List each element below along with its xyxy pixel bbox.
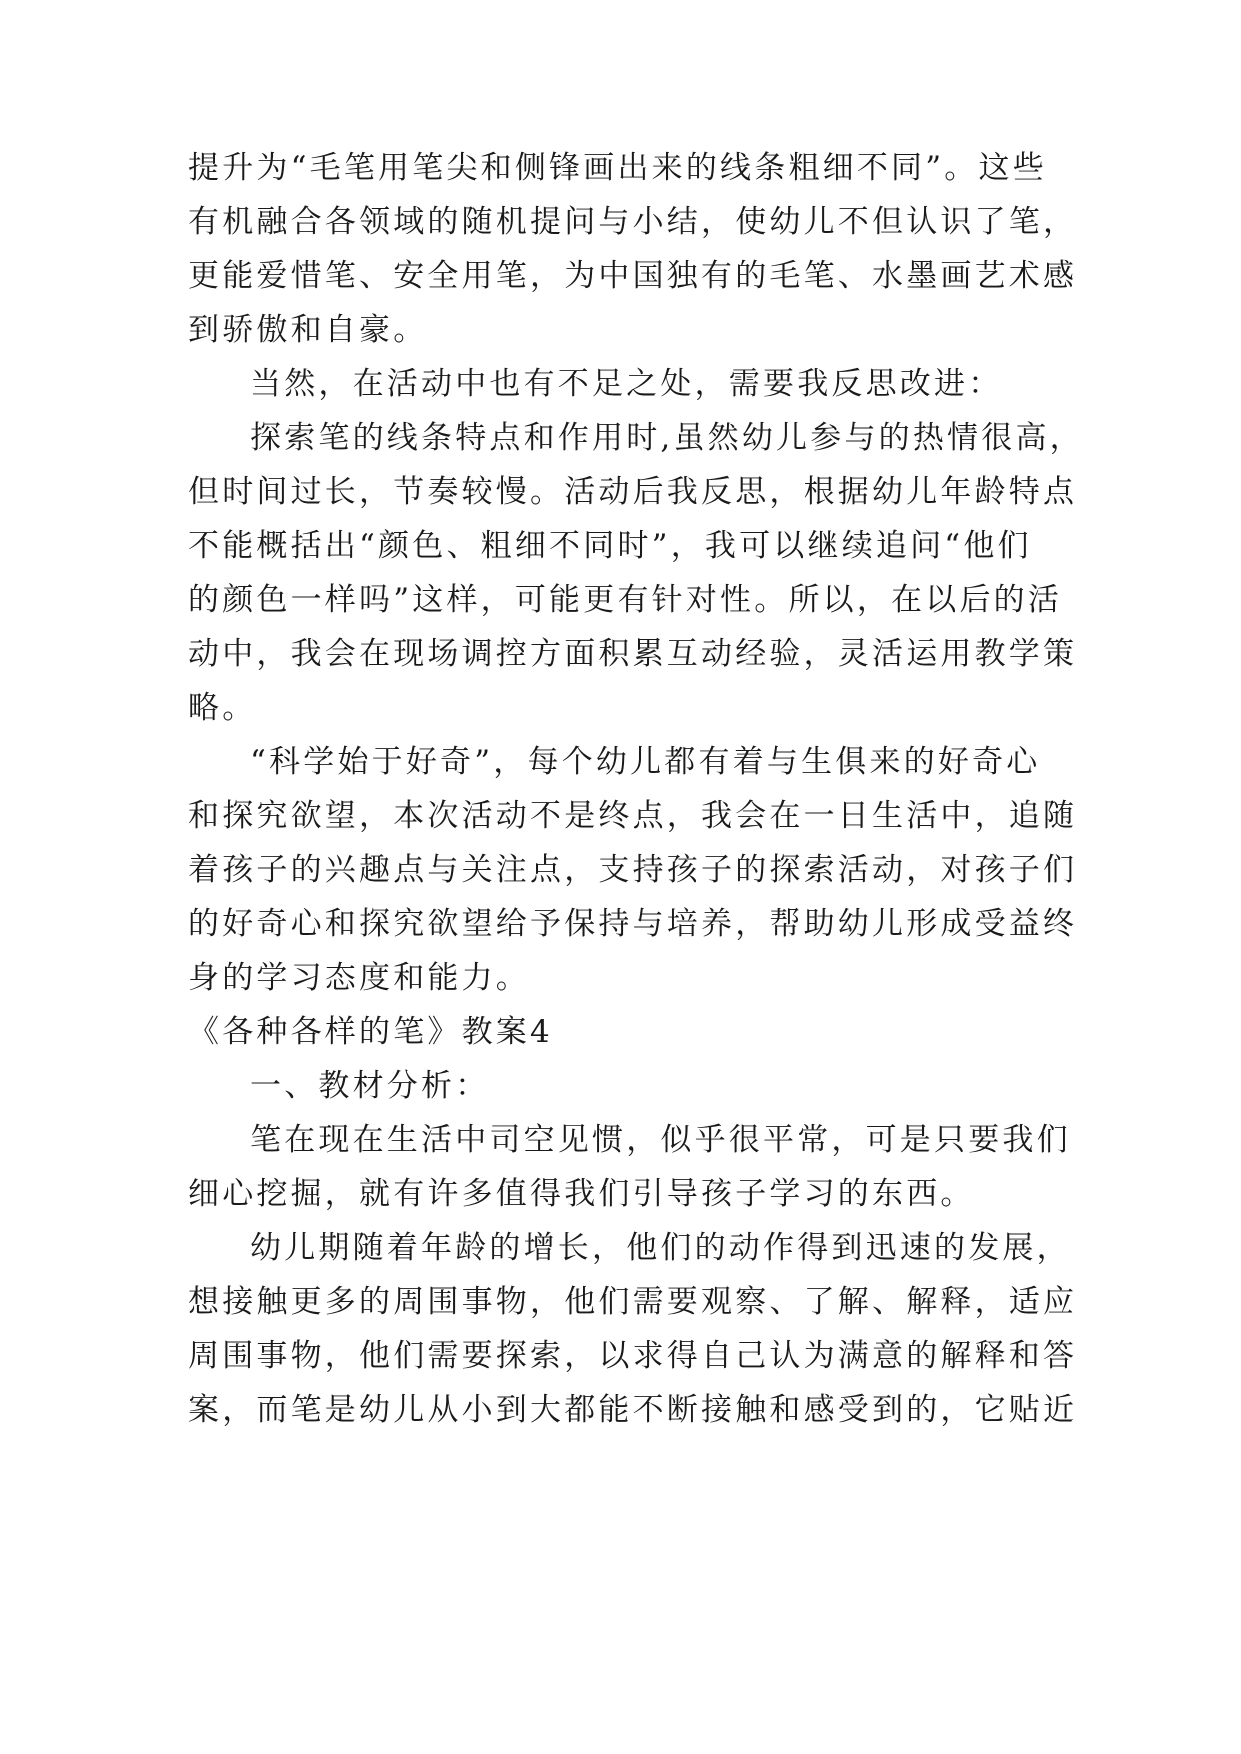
paragraph-line: 提升为“毛笔用笔尖和侧锋画出来的线条粗细不同”。这些 <box>188 150 1047 186</box>
paragraph-line: 周围事物，他们需要探索，以求得自己认为满意的解释和答 <box>188 1338 1078 1374</box>
paragraph-line: 想接触更多的周围事物，他们需要观察、了解、解释，适应 <box>188 1284 1078 1320</box>
section-heading: 《各种各样的笔》教案4 <box>188 1014 553 1050</box>
paragraph-line: 但时间过长，节奏较慢。活动后我反思，根据幼儿年龄特点 <box>188 474 1078 510</box>
paragraph-line: 幼儿期随着年龄的增长，他们的动作得到迅速的发展， <box>250 1230 1071 1266</box>
paragraph-line: 和探究欲望，本次活动不是终点，我会在一日生活中，追随 <box>188 798 1078 834</box>
paragraph-line: 的好奇心和探究欲望给予保持与培养，帮助幼儿形成受益终 <box>188 906 1078 942</box>
paragraph-line: 到骄傲和自豪。 <box>188 312 428 348</box>
paragraph-line: 身的学习态度和能力。 <box>188 960 530 996</box>
paragraph-line: “科学始于好奇”，每个幼儿都有着与生俱来的好奇心 <box>250 744 1041 780</box>
paragraph-line: 有机融合各领域的随机提问与小结，使幼儿不但认识了笔， <box>188 204 1078 240</box>
paragraph-line: 探索笔的线条特点和作用时,虽然幼儿参与的热情很高， <box>250 420 1084 456</box>
paragraph-line: 动中，我会在现场调控方面积累互动经验，灵活运用教学策 <box>188 636 1078 672</box>
paragraph-line: 不能概括出“颜色、粗细不同时”，我可以继续追问“他们 <box>188 528 1032 564</box>
paragraph-line: 笔在现在生活中司空见惯，似乎很平常，可是只要我们 <box>250 1122 1071 1158</box>
paragraph-line: 当然，在活动中也有不足之处，需要我反思改进： <box>250 366 1003 402</box>
paragraph-line: 更能爱惜笔、安全用笔，为中国独有的毛笔、水墨画艺术感 <box>188 258 1078 294</box>
paragraph-line: 的颜色一样吗”这样，可能更有针对性。所以，在以后的活 <box>188 582 1063 618</box>
paragraph-line: 细心挖掘，就有许多值得我们引导孩子学习的东西。 <box>188 1176 975 1212</box>
subsection-heading: 一、教材分析： <box>250 1068 490 1104</box>
paragraph-line: 着孩子的兴趣点与关注点，支持孩子的探索活动，对孩子们 <box>188 852 1078 888</box>
paragraph-line: 略。 <box>188 690 257 726</box>
paragraph-line: 案，而笔是幼儿从小到大都能不断接触和感受到的，它贴近 <box>188 1392 1078 1428</box>
